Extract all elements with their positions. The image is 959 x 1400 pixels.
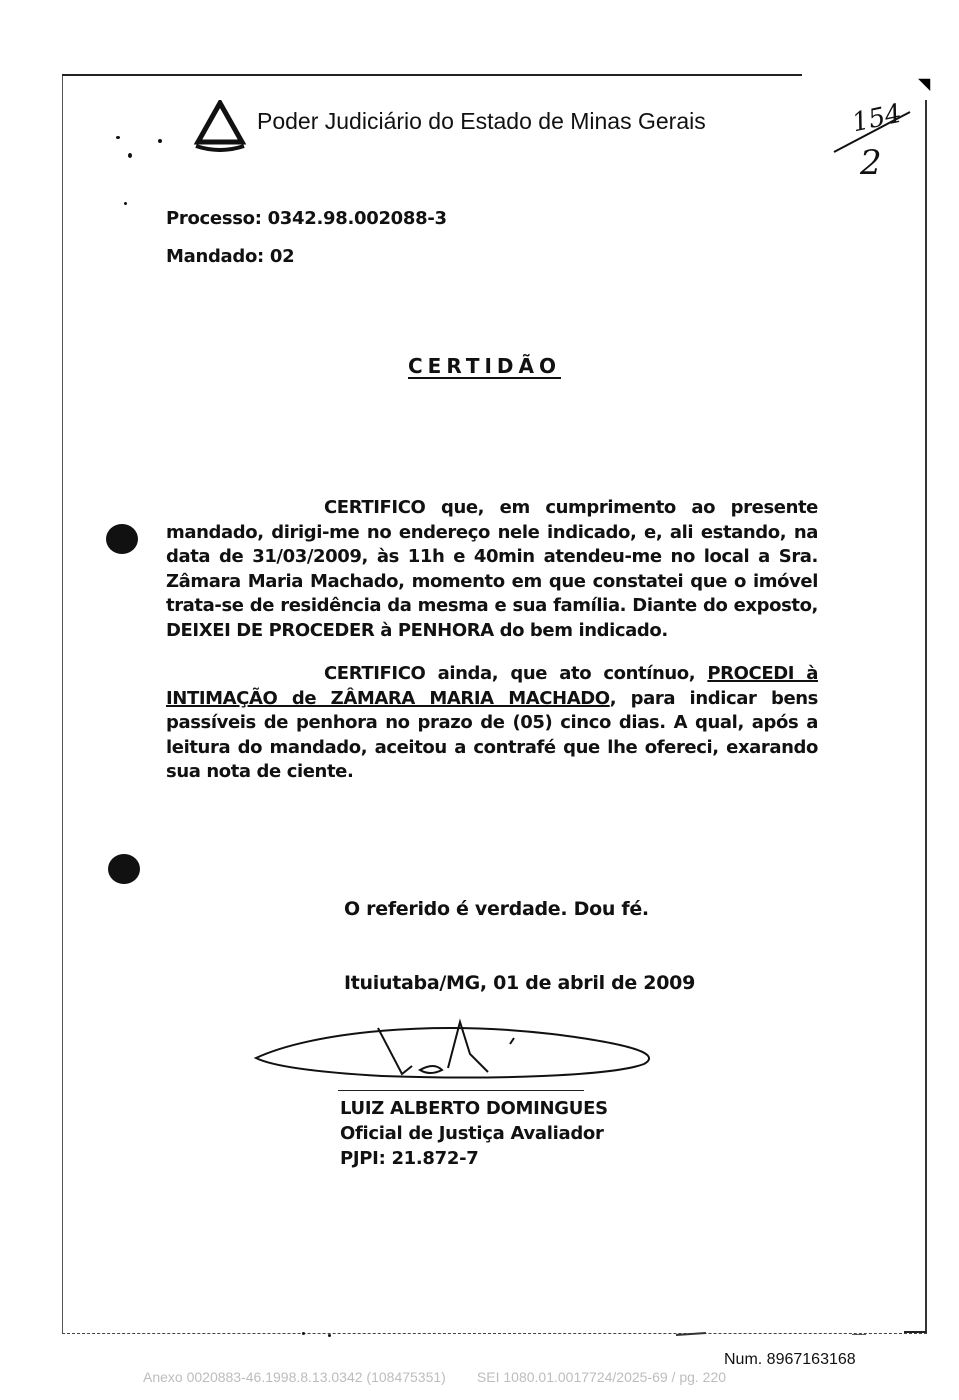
p1-text-b: do bem indicado.: [499, 619, 668, 641]
signature-line: [338, 1090, 584, 1091]
process-number: Processo: 0342.98.002088-3: [166, 208, 447, 229]
punch-hole: [106, 524, 138, 554]
warrant-number: Mandado: 02: [166, 246, 295, 267]
closing-statement: O referido é verdade. Dou fé.: [344, 898, 649, 920]
frame-right-line: [925, 100, 927, 1334]
speck: [328, 1334, 331, 1337]
court-title: Poder Judiciário do Estado de Minas Gerais: [257, 108, 706, 134]
signer-name: LUIZ ALBERTO DOMINGUES: [340, 1098, 608, 1119]
signature-graphic: [252, 1014, 652, 1094]
p2-emphasis: PROCEDI à INTIMAÇÃO de ZÂMARA MARIA MACHADO: [166, 663, 818, 709]
place-and-date: Ituiutaba/MG, 01 de abril de 2009: [344, 972, 695, 994]
page-mark-bottom: 2: [860, 143, 882, 183]
frame-top-line: [62, 74, 802, 76]
p1-text-a: CERTIFICO que, em cumprimento ao presente mandado, dirigi-me no endereço nele indicado, e, ali estando, na data de 31/03/2009, às 11h e 40min atendeu-me no local a Sra. Zâmara Maria Machado, momento em que constatei que o imóvel trata-se de residência da mesma e sua família. Diante do exposto,: [166, 497, 818, 616]
corner-triangle-mark: ◥: [918, 74, 931, 93]
p1-emphasis: DEIXEI DE PROCEDER à PENHORA: [166, 619, 494, 641]
court-logo-icon: [192, 100, 248, 152]
speck: [124, 202, 127, 205]
frame-bottom-line: [62, 1333, 927, 1334]
speck: [128, 153, 132, 158]
page-mark-top: 154: [849, 98, 905, 139]
paragraph-2: [166, 662, 818, 785]
document-number: Num. 8967163168: [724, 1351, 856, 1368]
speck: [116, 136, 120, 139]
signer-role: Oficial de Justiça Avaliador: [340, 1123, 604, 1144]
p2-text-b: , para indicar bens passíveis de penhora no prazo de (05) cinco dias. A qual, após a leitura do mandado, aceitou a contrafé que lhe ofereci, exarando sua nota de ciente.: [166, 687, 818, 782]
paragraph-1: [166, 496, 818, 643]
document-title: [0, 354, 959, 378]
frame-left-line: [62, 76, 63, 1334]
speck: [158, 139, 162, 143]
scan-mark: [904, 1331, 926, 1333]
document-title-text: CERTIDÃO: [407, 354, 561, 378]
annex-reference: Anexo 0020883-46.1998.8.13.0342 (108475351) SEI 1080.01.0017724/2025-69 / pg. 220: [143, 1369, 727, 1385]
handwritten-page-number: [830, 94, 914, 186]
speck: [302, 1332, 305, 1335]
punch-hole: [108, 854, 140, 884]
p2-text-a: CERTIFICO ainda, que ato contínuo,: [324, 663, 696, 684]
scan-mark: [852, 1334, 866, 1335]
signer-block: [340, 1096, 608, 1171]
signer-id: PJPI: 21.872-7: [340, 1148, 479, 1169]
